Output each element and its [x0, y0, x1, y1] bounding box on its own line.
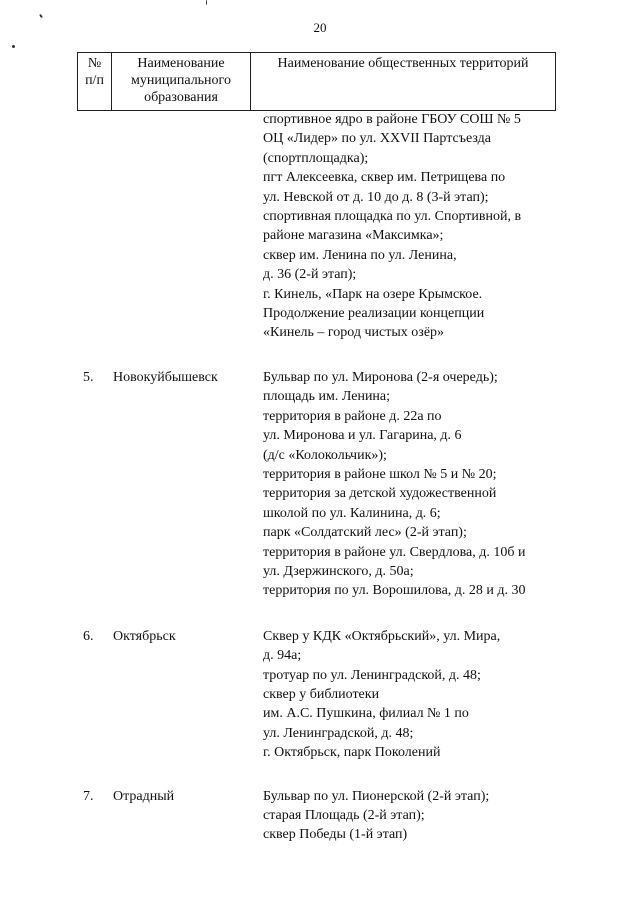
territory-line: пгт Алексеевка, сквер им. Петрищева по: [263, 170, 506, 186]
territory-line: (спортплощадка);: [263, 150, 369, 166]
territory-line: ул. Ленинградской, д. 48;: [263, 725, 414, 741]
header-cell-number: № п/п: [78, 53, 112, 111]
row-number: 6.: [83, 628, 94, 644]
territory-line: старая Площадь (2-й этап);: [263, 808, 425, 823]
territory-line: сквер им. Ленина по ул. Ленина,: [263, 247, 457, 263]
scan-speck: [206, 0, 207, 5]
municipality-name: Новокуйбышевск: [113, 369, 218, 385]
territory-line: ул. Миронова и ул. Гагарина, д. 6: [263, 428, 462, 444]
territory-line: д. 36 (2-й этап);: [263, 267, 357, 283]
municipality-name: Отрадный: [113, 788, 175, 804]
territory-line: территория в районе ул. Свердлова, д. 10б и: [263, 544, 526, 560]
territory-line: сквер у библиотеки: [263, 686, 380, 702]
header-cell-municipality: Наименование муниципального образования: [112, 53, 251, 111]
page-number: 20: [313, 20, 327, 35]
header-cell-territories: Наименование общественных территорий: [251, 53, 556, 111]
table-row-continuation: [0, 110, 640, 343]
territory-line: г. Октябрьск, парк Поколений: [263, 745, 441, 761]
territory-line: ул. Дзержинского, д. 50а;: [263, 563, 414, 579]
territory-line: школой по ул. Калинина, д. 6;: [263, 505, 441, 521]
territory-list: [263, 368, 593, 601]
territory-line: Сквер у КДК «Октябрьский», ул. Мира,: [263, 628, 501, 644]
table-body: [0, 110, 640, 845]
territory-line: Бульвар по ул. Миронова (2-я очередь);: [263, 369, 498, 385]
territory-line: тротуар по ул. Ленинградской, д. 48;: [263, 667, 481, 683]
territory-line: районе магазина «Максимка»;: [263, 228, 444, 244]
territory-line: территория за детской художественной: [263, 486, 497, 502]
territory-line: (д/с «Колокольчик»);: [263, 447, 387, 463]
territory-line: «Кинель – город чистых озёр»: [263, 325, 445, 341]
territory-line: сквер Победы (1-й этап): [263, 827, 408, 843]
territory-list: [263, 627, 593, 763]
territory-line: им. А.С. Пушкина, филиал № 1 по: [263, 706, 469, 722]
territory-line: д. 94а;: [263, 648, 302, 664]
territory-line: спортивное ядро в районе ГБОУ СОШ № 5: [263, 112, 521, 127]
table-header: [77, 52, 556, 111]
territory-line: ОЦ «Лидер» по ул. XXVII Партсъезда: [263, 131, 491, 147]
scan-speck: [39, 14, 43, 18]
territory-line: парк «Солдатский лес» (2-й этап);: [263, 525, 467, 541]
territory-list: [263, 110, 593, 343]
table-row: [0, 368, 640, 601]
row-number: 5.: [83, 369, 94, 385]
table-row: [0, 787, 640, 845]
territory-line: Продолжение реализации концепции: [263, 306, 485, 322]
territory-line: г. Кинель, «Парк на озере Крымское.: [263, 286, 483, 302]
territory-list: [263, 787, 593, 845]
row-number: 7.: [83, 788, 94, 804]
territory-line: территория в районе школ № 5 и № 20;: [263, 466, 497, 482]
territory-line: территория по ул. Ворошилова, д. 28 и д. 30: [263, 583, 526, 599]
territory-line: Бульвар по ул. Пионерской (2-й этап);: [263, 788, 490, 804]
territory-line: территория в районе д. 22а по: [263, 408, 442, 424]
table-row: [0, 627, 640, 763]
territory-line: ул. Невской от д. 10 до д. 8 (3-й этап);: [263, 189, 489, 205]
municipality-name: Октябрьск: [113, 628, 176, 644]
territory-line: площадь им. Ленина;: [263, 389, 391, 405]
territory-line: спортивная площадка по ул. Спортивной, в: [263, 209, 522, 225]
scan-speck: [12, 45, 15, 48]
